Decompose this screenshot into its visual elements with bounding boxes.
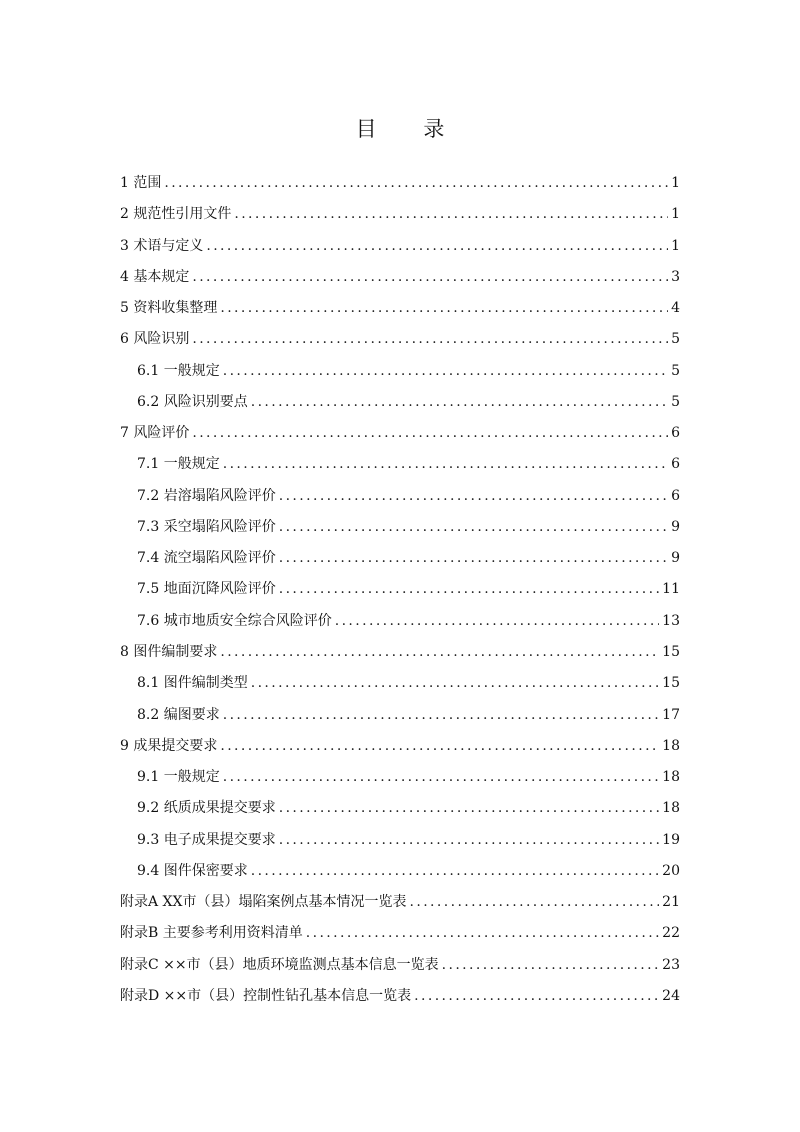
- toc-entry-label: 3 术语与定义: [120, 237, 204, 254]
- toc-entry[interactable]: [120, 921, 680, 952]
- toc-entry-label: 6.1 一般规定: [137, 362, 220, 379]
- dot-leader: [192, 265, 668, 289]
- dot-leader: [206, 234, 668, 258]
- toc-entry[interactable]: [120, 953, 680, 984]
- dot-leader: [251, 859, 659, 883]
- toc-entry[interactable]: [120, 765, 680, 796]
- toc-entry-label: 2 规范性引用文件: [120, 206, 232, 223]
- toc-entry-label: 7.5 地面沉降风险评价: [137, 581, 276, 598]
- dot-leader: [279, 577, 659, 601]
- toc-title: 目 录: [355, 117, 465, 141]
- toc-entry[interactable]: [120, 421, 680, 452]
- toc-entry[interactable]: [120, 984, 680, 1015]
- toc-entry-page: 5: [671, 331, 680, 348]
- toc-entry[interactable]: [120, 265, 680, 296]
- toc-entry-page: 9: [671, 518, 680, 535]
- toc-entry[interactable]: [120, 890, 680, 921]
- dot-leader: [220, 296, 668, 320]
- toc-entry-label: 4 基本规定: [120, 268, 190, 285]
- toc-entry-page: 6: [671, 425, 680, 442]
- toc-entry-page: 21: [662, 894, 680, 911]
- toc-entry[interactable]: [120, 202, 680, 233]
- toc-entry-page: 23: [662, 956, 680, 973]
- dot-leader: [442, 953, 660, 977]
- toc-entry[interactable]: [120, 577, 680, 608]
- dot-leader: [192, 421, 668, 445]
- toc-entry[interactable]: [120, 671, 680, 702]
- toc-entry[interactable]: [120, 734, 680, 765]
- dot-leader: [251, 671, 659, 695]
- toc-entry-label: 7.2 岩溶塌陷风险评价: [137, 487, 276, 504]
- dot-leader: [279, 515, 668, 539]
- dot-leader: [164, 171, 668, 195]
- dot-leader: [234, 202, 668, 226]
- dot-leader: [335, 609, 659, 633]
- dot-leader: [410, 890, 660, 914]
- dot-leader: [223, 452, 668, 476]
- toc-entry-page: 5: [671, 393, 680, 410]
- toc-entry[interactable]: [120, 546, 680, 577]
- dot-leader: [220, 734, 659, 758]
- toc-entry-label: 6.2 风险识别要点: [137, 393, 248, 410]
- table-of-contents: [120, 171, 680, 1015]
- dot-leader: [223, 703, 659, 727]
- toc-entry-page: 3: [671, 268, 680, 285]
- toc-entry[interactable]: [120, 796, 680, 827]
- dot-leader: [279, 484, 668, 508]
- toc-entry-label: 9.4 图件保密要求: [137, 862, 248, 879]
- toc-entry-label: 附录A XX市（县）塌陷案例点基本情况一览表: [120, 894, 407, 911]
- toc-entry[interactable]: [120, 359, 680, 390]
- dot-leader: [251, 390, 668, 414]
- toc-entry-label: 附录B 主要参考利用资料清单: [120, 925, 303, 942]
- toc-entry[interactable]: [120, 171, 680, 202]
- toc-entry-label: 8 图件编制要求: [120, 643, 218, 660]
- toc-entry-label: 7.4 流空塌陷风险评价: [137, 550, 276, 567]
- toc-entry-page: 15: [662, 643, 680, 660]
- dot-leader: [223, 765, 659, 789]
- toc-entry-page: 1: [671, 237, 680, 254]
- toc-entry-page: 13: [662, 612, 680, 629]
- toc-entry-page: 1: [671, 175, 680, 191]
- toc-entry-label: 5 资料收集整理: [120, 300, 218, 317]
- toc-entry-label: 9 成果提交要求: [120, 737, 218, 754]
- toc-entry-page: 1: [671, 206, 680, 223]
- toc-entry-label: 6 风险识别: [120, 331, 190, 348]
- dot-leader: [192, 327, 668, 351]
- toc-entry-label: 9.1 一般规定: [137, 769, 220, 786]
- toc-entry-page: 17: [662, 706, 680, 723]
- toc-entry-label: 7.3 采空塌陷风险评价: [137, 518, 276, 535]
- dot-leader: [414, 984, 659, 1008]
- toc-entry-label: 8.2 编图要求: [137, 706, 220, 723]
- toc-entry[interactable]: [120, 515, 680, 546]
- toc-entry-page: 19: [662, 831, 680, 848]
- toc-entry-page: 18: [662, 737, 680, 754]
- toc-entry[interactable]: [120, 296, 680, 327]
- toc-entry-label: 7.6 城市地质安全综合风险评价: [137, 612, 332, 629]
- toc-entry-page: 6: [671, 456, 680, 473]
- toc-entry-label: 9.2 纸质成果提交要求: [137, 800, 276, 817]
- toc-entry[interactable]: [120, 703, 680, 734]
- toc-entry-label: 8.1 图件编制类型: [137, 675, 248, 692]
- toc-entry-page: 4: [671, 300, 680, 317]
- toc-entry-page: 6: [671, 487, 680, 504]
- toc-entry[interactable]: [120, 828, 680, 859]
- toc-entry-page: 24: [662, 987, 680, 1004]
- dot-leader: [306, 921, 659, 945]
- toc-entry-page: 15: [662, 675, 680, 692]
- toc-entry-page: 22: [662, 925, 680, 942]
- toc-entry-page: 18: [662, 800, 680, 817]
- toc-entry-label: 1 范围: [120, 175, 162, 191]
- toc-entry[interactable]: [120, 452, 680, 483]
- toc-entry-label: 附录C ××市（县）地质环境监测点基本信息一览表: [120, 956, 439, 973]
- toc-entry-page: 18: [662, 769, 680, 786]
- toc-entry[interactable]: [120, 390, 680, 421]
- dot-leader: [279, 796, 659, 820]
- dot-leader: [223, 359, 668, 383]
- toc-entry-label: 7 风险评价: [120, 425, 190, 442]
- toc-entry[interactable]: [120, 640, 680, 671]
- toc-entry-label: 9.3 电子成果提交要求: [137, 831, 276, 848]
- toc-entry[interactable]: [120, 859, 680, 890]
- toc-entry[interactable]: [120, 327, 680, 358]
- toc-entry[interactable]: [120, 609, 680, 640]
- toc-entry-page: 5: [671, 362, 680, 379]
- dot-leader: [220, 640, 659, 664]
- toc-entry[interactable]: [120, 484, 680, 515]
- toc-entry-label: 7.1 一般规定: [137, 456, 220, 473]
- toc-entry[interactable]: [120, 234, 680, 265]
- toc-entry-page: 9: [671, 550, 680, 567]
- toc-entry-page: 11: [662, 581, 680, 598]
- toc-entry-label: 附录D ××市（县）控制性钻孔基本信息一览表: [120, 987, 412, 1004]
- dot-leader: [279, 546, 668, 570]
- toc-entry-page: 20: [662, 862, 680, 879]
- dot-leader: [279, 828, 659, 852]
